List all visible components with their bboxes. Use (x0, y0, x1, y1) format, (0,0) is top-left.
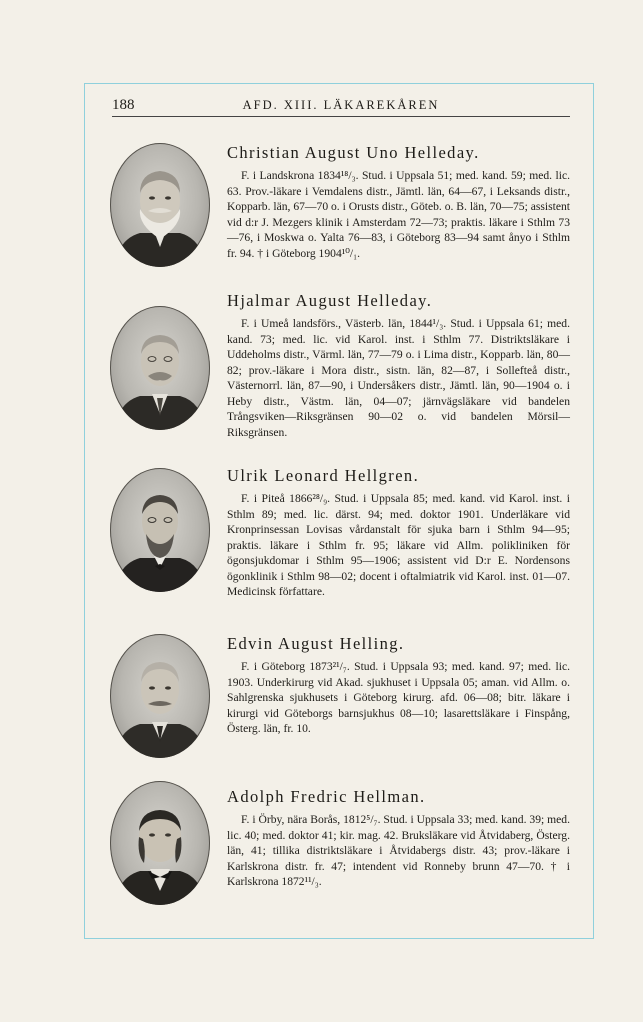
person-name: Adolph Fredric Hellman. (227, 787, 426, 806)
person-name: Ulrik Leonard Hellgren. (227, 466, 420, 485)
portrait-photo (110, 143, 210, 267)
portrait-photo (110, 634, 210, 758)
person-biography: F. i Piteå 1866²⁸/₉. Stud. i Uppsala 85; med. kand. vid Karol. inst. i Sthlm 89; med. lic. därst. 94; med. doktor 1901. Underläkare vid Kronprinsessan Lovisas vårdanstalt för sjuka barn i Sthlm 94—95; praktis. läkare i Sthlm fr. 95; läkare vid Allm. polikliniken för ögonsjukdomar i Sthlm 95—1906; assistent vid D:r E. Nordensons ögonklinik i Sthlm 98—02; docent i oftalmiatrik vid Karol. inst. 01—07. Medicinsk författare. (227, 492, 570, 598)
header-rule (112, 116, 570, 117)
page-number: 188 (112, 97, 135, 113)
person-biography: F. i Landskrona 1834¹⁸/₃. Stud. i Uppsala 51; med. kand. 59; med. lic. 63. Prov.-läkare i Vemdalens distr., Jämtl. län, 64—67, i Leksands distr., Kopparb. län, 67—70 o. i Orusts distr., Göteb. o. B. län, 70—75; assistent vid d:r J. Mezgers klinik i Amsterdam 72—73; praktis. läkare i Sthlm 73—76, i Moskwa o. Yalta 76—83, i Göteborg 83—94 samt ånyo i Sthlm fr. 94. † i Göteborg 1904¹⁰/₁. (227, 169, 570, 260)
person-biography: F. i Göteborg 1873²¹/₇. Stud. i Uppsala 93; med. kand. 97; med. lic. 1903. Underkirurg vid Akad. sjukhuset i Uppsala 05; aman. vid Allm. o. Sahlgrenska sjukhusets i Göteborg kirurg. afd. 06—08; bitr. läkare i kirurgi vid Göteborgs barnsjukhus 08—10; lasarettsläkare i Finspång, Österg. län, fr. 10. (227, 660, 570, 735)
entry-bio (227, 787, 570, 890)
person-name: Christian August Uno Helleday. (227, 143, 480, 162)
running-title: AFD. XIII. LÄKAREKÅREN (242, 98, 440, 112)
entry-bio (227, 291, 570, 440)
entry-bio (227, 143, 570, 261)
person-biography: F. i Örby, nära Borås, 1812⁵/₇. Stud. i Uppsala 33; med. kand. 39; med. lic. 40; med. doktor 41; kir. mag. 42. Bruksläkare vid Åtvidaberg, Österg. län, 41; tillika distriktsläkare i Åtvidabergs distr. 43; prov.-läkare i Karlskrona distr. fr. 47; intendent vid Ronneby brunn 47—70. † i Karlskrona 1872¹¹/₃. (227, 813, 570, 888)
person-biography: F. i Umeå landsförs., Västerb. län, 1844¹/₃. Stud. i Uppsala 61; med. kand. 73; med. lic. vid Karol. inst. i Sthlm 77. Distriktsläkare i Uddeholms distr., Värml. län, 77—79 o. i Lima distr., Kopparb. län, 80—82; prov.-läkare i Mora distr., sistn. län, 82—87, i Sollefteå distr., Västernorrl. län, 87—90, i Undersåkers distr., Jämtl. län, 90—1904 o. i Heby distr., Västm. län, 04—07; järnvägsläkare vid bandelen Trångsviken—Riksgränsen 90—02 o. vid bandelen Mörsil—Riksgränsen. (227, 317, 570, 439)
entry-bio (227, 634, 570, 737)
portrait-photo (110, 468, 210, 592)
page-header (112, 97, 570, 117)
portrait-photo (110, 781, 210, 905)
person-name: Edvin August Helling. (227, 634, 405, 653)
entry-bio (227, 466, 570, 600)
portrait-photo (110, 306, 210, 430)
person-name: Hjalmar August Helleday. (227, 291, 433, 310)
